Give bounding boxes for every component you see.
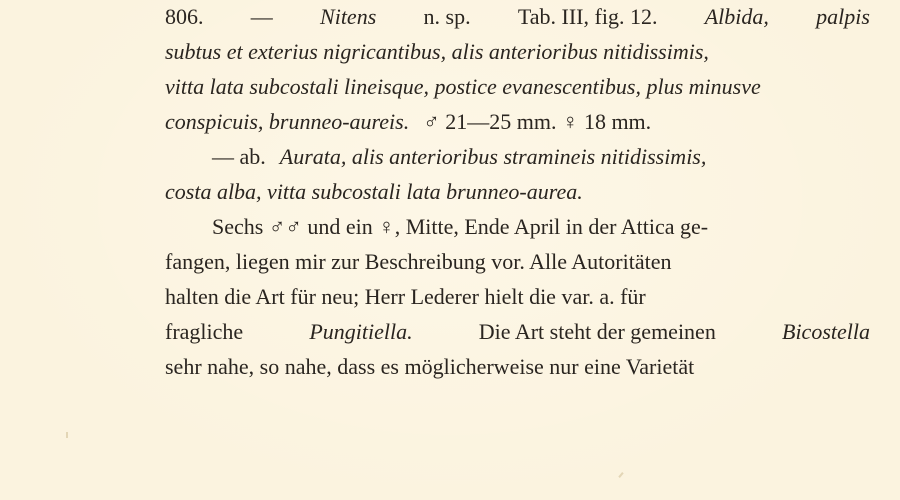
diagnosis-text: subtus et exterius nigricantibus, alis anterioribus nitidissimis, — [165, 39, 709, 64]
size-measurements: ♂ 21—25 mm. ♀ 18 mm. — [423, 109, 652, 134]
new-species-label: n. sp. — [423, 4, 471, 29]
body-line — [212, 210, 870, 244]
body-line — [165, 315, 870, 349]
variety-line — [212, 140, 870, 174]
diagnosis-line — [165, 105, 870, 139]
dash: — — [250, 4, 273, 29]
species-header-line — [165, 0, 870, 34]
diagnosis-line — [165, 70, 870, 104]
body-text: fangen, liegen mir zur Beschreibung vor. Alle Autoritäten — [165, 249, 672, 274]
body-text: Die Art steht der gemeinen — [478, 319, 716, 344]
diagnosis-line — [165, 35, 870, 69]
variety-text: Aurata, alis anterioribus stramineis nitidissimis, — [279, 144, 707, 169]
diagnosis-word: palpis — [816, 4, 870, 29]
body-text: fragliche — [165, 319, 244, 344]
paper-speck — [66, 432, 68, 438]
body-line — [165, 280, 870, 314]
body-text: halten die Art für neu; Herr Lederer hielt die var. a. für — [165, 284, 646, 309]
body-text: sehr nahe, so nahe, dass es möglicherweise nur eine Varietät — [165, 354, 695, 379]
paper-speck — [618, 472, 623, 478]
diagnosis-text: vitta lata subcostali lineisque, postice evanescentibus, plus minusve — [165, 74, 761, 99]
variety-line — [165, 175, 870, 209]
body-text: Sechs ♂♂ und ein ♀, Mitte, Ende April in der Attica ge- — [212, 214, 709, 239]
diagnosis-start: Albida, — [704, 4, 769, 29]
species-reference: Pungitiella. — [309, 319, 413, 344]
body-line — [165, 350, 870, 384]
species-number: 806. — [165, 4, 204, 29]
diagnosis-text: conspicuis, brunneo-aureis. — [165, 109, 410, 134]
species-name: Nitens — [320, 4, 377, 29]
variety-label: — ab. — [212, 144, 266, 169]
plate-reference: Tab. III, fig. 12. — [517, 4, 658, 29]
species-reference: Bicostella — [782, 319, 870, 344]
body-line — [165, 245, 870, 279]
variety-text: costa alba, vitta subcostali lata brunneo-aurea. — [165, 179, 583, 204]
